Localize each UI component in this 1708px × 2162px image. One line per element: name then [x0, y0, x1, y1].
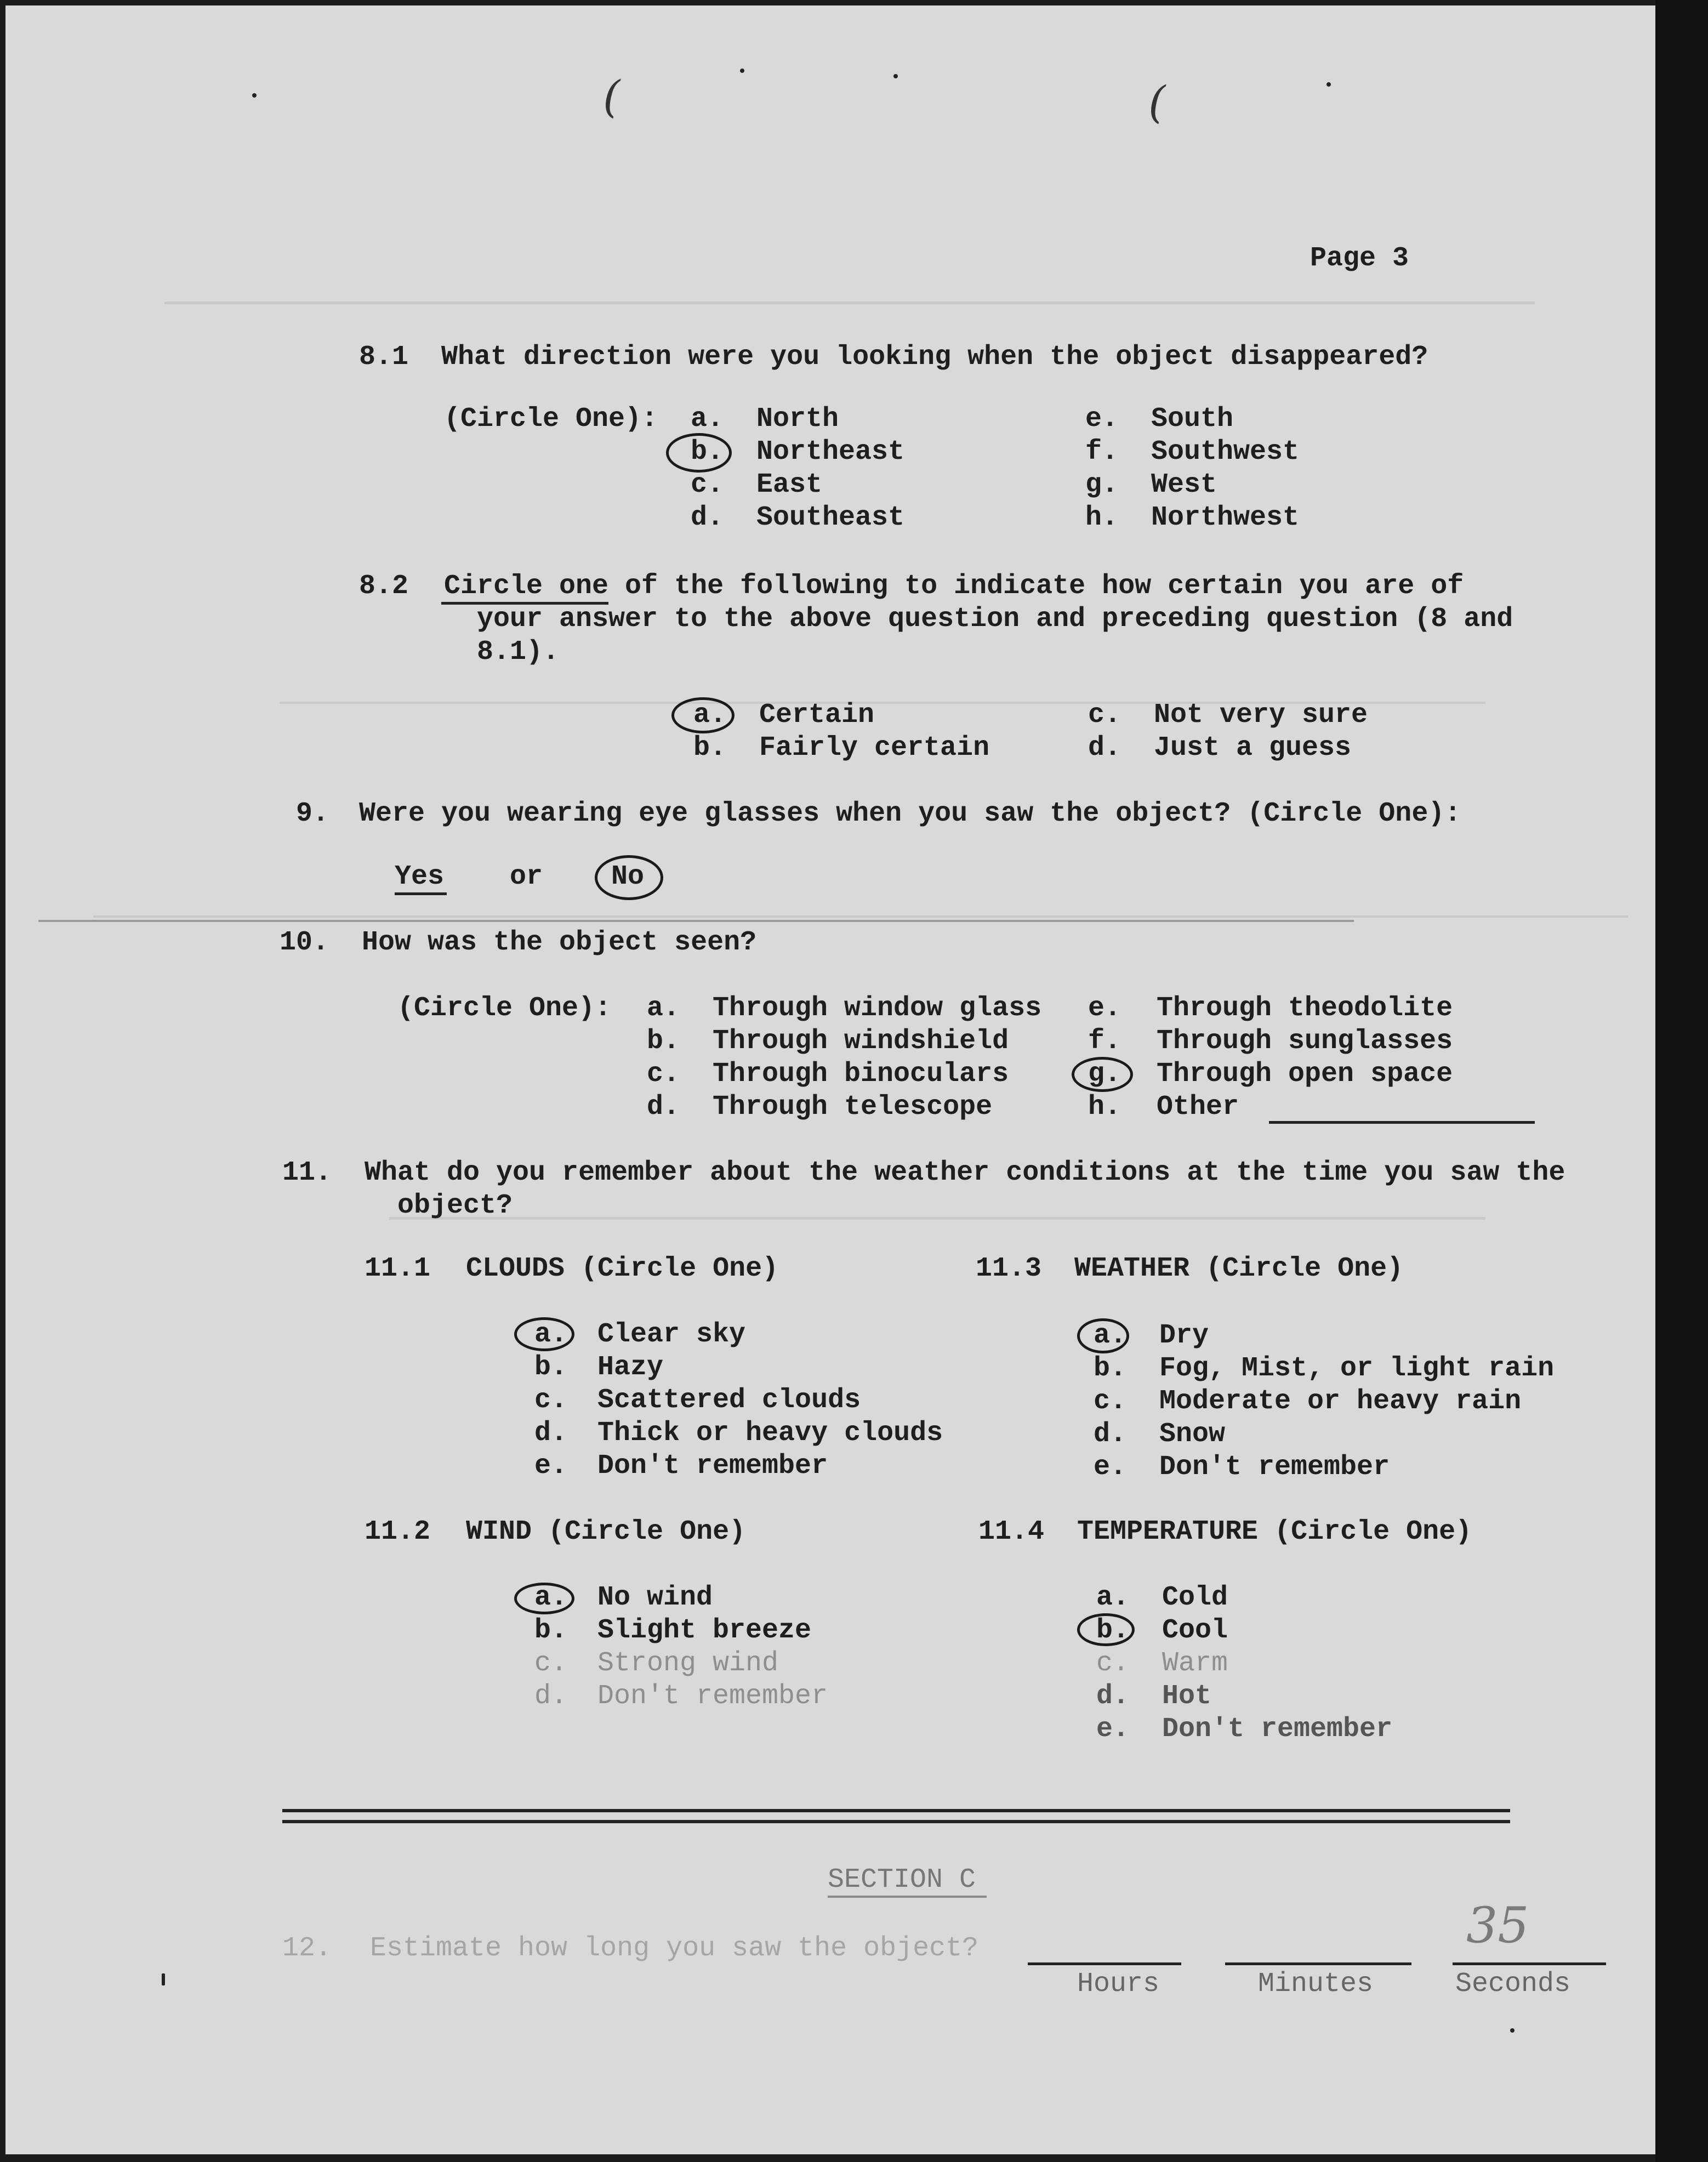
q11-text-line2: object?	[397, 1190, 513, 1221]
q11-number: 11.	[282, 1157, 332, 1188]
q11-3-opt-b-label: Fog, Mist, or light rain	[1159, 1353, 1555, 1384]
q9-no: No	[611, 861, 645, 892]
q10-opt-f-label: Through sunglasses	[1157, 1026, 1453, 1057]
q8-1-opt-c-letter: c.	[691, 469, 724, 500]
scan-edge	[1655, 0, 1708, 2162]
q10-opt-b-label: Through windshield	[713, 1026, 1009, 1057]
q8-1-instruction: (Circle One):	[444, 403, 658, 435]
q10-opt-g-label: Through open space	[1157, 1059, 1453, 1090]
q10-text: How was the object seen?	[362, 927, 757, 958]
q11-text-line1: What do you remember about the weather conditions at the time you saw the	[365, 1157, 1565, 1188]
q11-4-opt-d-letter: d.	[1096, 1681, 1130, 1712]
q11-2-number: 11.2	[365, 1516, 431, 1547]
q11-4-opt-e-label: Don't remember	[1162, 1714, 1393, 1745]
seconds-label: Seconds	[1455, 1968, 1571, 2000]
q8-2-opt-b-label: Fairly certain	[759, 732, 990, 764]
bleed-through-line	[93, 915, 1628, 918]
q11-4-opt-a-letter: a.	[1096, 1582, 1130, 1613]
q8-2-text-line2: your answer to the above question and preceding question (8 and	[477, 604, 1513, 635]
speck	[740, 69, 744, 73]
q12-number: 12.	[282, 1933, 332, 1964]
q8-1-text: What direction were you looking when the object disappeared?	[441, 342, 1428, 373]
q11-4-title: TEMPERATURE (Circle One)	[1077, 1516, 1472, 1547]
minutes-blank-line	[1225, 1962, 1411, 1965]
q8-2-number: 8.2	[359, 571, 409, 602]
q11-1-opt-e-label: Don't remember	[597, 1450, 828, 1482]
bleed-through-line	[164, 301, 1535, 304]
q11-4-opt-c-letter: c.	[1096, 1648, 1130, 1679]
section-c-title: SECTION C	[828, 1864, 976, 1896]
q8-2-text-line3: 8.1).	[477, 636, 560, 668]
q8-1-opt-f-label: Southwest	[1151, 436, 1300, 468]
q8-1-opt-a-label: North	[756, 403, 839, 435]
speck	[1510, 2028, 1515, 2033]
q8-2-opt-c-label: Not very sure	[1154, 699, 1368, 731]
q11-2-title: WIND (Circle One)	[466, 1516, 746, 1547]
q8-2-opt-b-letter: b.	[693, 732, 727, 764]
q10-opt-h-letter: h.	[1088, 1091, 1121, 1123]
q10-opt-h-label: Other	[1157, 1091, 1239, 1123]
q8-1-opt-h-letter: h.	[1085, 502, 1119, 533]
q8-2-opt-d-letter: d.	[1088, 732, 1121, 764]
q11-3-title: WEATHER (Circle One)	[1074, 1253, 1404, 1284]
q8-2-text-line1: Circle one of the following to indicate how certain you are of	[444, 571, 1464, 602]
q10-opt-b-letter: b.	[647, 1026, 680, 1057]
answer-circle-q8-1-b	[666, 433, 732, 473]
q8-1-opt-c-label: East	[756, 469, 823, 500]
q10-opt-c-label: Through binoculars	[713, 1059, 1009, 1090]
answer-circle-q8-2-a	[671, 697, 735, 733]
q11-4-number: 11.4	[978, 1516, 1045, 1547]
q11-2-opt-d-label: Don't remember	[597, 1681, 828, 1712]
q11-3-opt-c-label: Moderate or heavy rain	[1159, 1386, 1522, 1417]
q10-opt-e-letter: e.	[1088, 993, 1121, 1024]
q11-3-opt-b-letter: b.	[1094, 1353, 1127, 1384]
q9-yes: Yes	[395, 861, 445, 892]
q10-opt-f-letter: f.	[1088, 1026, 1121, 1057]
speck	[162, 1973, 165, 1985]
q8-2-opt-c-letter: c.	[1088, 699, 1121, 731]
q8-1-opt-d-letter: d.	[691, 502, 724, 533]
q11-2-opt-c-letter: c.	[534, 1648, 568, 1679]
q8-1-opt-f-letter: f.	[1085, 436, 1119, 468]
q11-3-opt-a-letter: a.	[1094, 1320, 1127, 1351]
q11-1-opt-d-letter: d.	[534, 1418, 568, 1449]
section-divider-top	[282, 1809, 1510, 1812]
page-number: Page 3	[1310, 243, 1409, 274]
section-c-underline	[828, 1896, 987, 1898]
q11-2-opt-b-letter: b.	[534, 1615, 568, 1646]
scan-artifact-line	[38, 920, 1354, 922]
q10-opt-d-label: Through telescope	[713, 1091, 993, 1123]
q11-3-opt-c-letter: c.	[1094, 1386, 1127, 1417]
minutes-label: Minutes	[1258, 1968, 1374, 2000]
q11-1-opt-b-label: Hazy	[597, 1352, 664, 1383]
q9-number: 9.	[296, 798, 329, 829]
hours-label: Hours	[1077, 1968, 1160, 2000]
q10-instruction: (Circle One):	[397, 993, 612, 1024]
q8-1-number: 8.1	[359, 342, 409, 373]
q11-1-opt-a-label: Clear sky	[597, 1319, 746, 1350]
answer-circle-q11-3-a	[1077, 1318, 1129, 1353]
answer-circle-q11-1-a	[514, 1317, 574, 1351]
q11-3-opt-e-label: Don't remember	[1159, 1452, 1390, 1483]
seconds-blank-line	[1453, 1962, 1606, 1965]
q8-1-opt-e-label: South	[1151, 403, 1234, 435]
q11-3-opt-d-letter: d.	[1094, 1419, 1127, 1450]
form-page	[5, 5, 1655, 2154]
q8-1-opt-b-label: Northeast	[756, 436, 905, 468]
q10-number: 10.	[280, 927, 329, 958]
q11-1-opt-b-letter: b.	[534, 1352, 568, 1383]
q11-1-opt-e-letter: e.	[534, 1450, 568, 1482]
answer-circle-q9-no	[595, 855, 663, 900]
q11-1-number: 11.1	[365, 1253, 431, 1284]
q11-2-opt-c-label: Strong wind	[597, 1648, 779, 1679]
speck	[1326, 82, 1331, 87]
q11-3-opt-d-label: Snow	[1159, 1419, 1226, 1450]
q12-text: Estimate how long you saw the object?	[370, 1933, 979, 1964]
q10-opt-e-label: Through theodolite	[1157, 993, 1453, 1024]
q10-opt-a-label: Through window glass	[713, 993, 1042, 1024]
answer-circle-q11-2-a	[514, 1583, 574, 1614]
q11-4-opt-d-label: Hot	[1162, 1681, 1212, 1712]
hours-blank-line	[1028, 1962, 1181, 1965]
speck	[893, 74, 898, 78]
answer-circle-q11-4-b	[1077, 1613, 1135, 1646]
q10-opt-a-letter: a.	[647, 993, 680, 1024]
q11-3-number: 11.3	[976, 1253, 1042, 1284]
q8-2-opt-d-label: Just a guess	[1154, 732, 1352, 764]
q11-1-opt-d-label: Thick or heavy clouds	[597, 1418, 943, 1449]
other-blank-line	[1269, 1121, 1535, 1124]
underline-yes	[395, 892, 447, 895]
q11-1-opt-c-label: Scattered clouds	[597, 1385, 861, 1416]
q10-opt-c-letter: c.	[647, 1059, 680, 1090]
speck	[252, 93, 257, 98]
q11-2-opt-b-label: Slight breeze	[597, 1615, 812, 1646]
q11-4-opt-b-label: Cool	[1162, 1615, 1228, 1646]
q11-1-opt-c-letter: c.	[534, 1385, 568, 1416]
q11-1-title: CLOUDS (Circle One)	[466, 1253, 779, 1284]
seconds-handwritten-value: 35	[1466, 1897, 1529, 1954]
q8-1-opt-e-letter: e.	[1085, 403, 1119, 435]
q8-1-opt-d-label: Southeast	[756, 502, 905, 533]
q8-2-opt-a-label: Certain	[759, 699, 875, 731]
q11-2-opt-a-label: No wind	[597, 1582, 713, 1613]
q11-3-opt-a-label: Dry	[1159, 1320, 1209, 1351]
q8-1-opt-b-letter: b.	[691, 436, 724, 468]
q11-4-opt-e-letter: e.	[1096, 1714, 1130, 1745]
q10-opt-d-letter: d.	[647, 1091, 680, 1123]
q10-opt-g-letter: g.	[1088, 1059, 1121, 1090]
q11-4-opt-a-label: Cold	[1162, 1582, 1228, 1613]
section-divider-bottom	[282, 1820, 1510, 1823]
q9-or: or	[510, 861, 543, 892]
q11-3-opt-e-letter: e.	[1094, 1452, 1127, 1483]
q11-2-opt-a-letter: a.	[534, 1582, 568, 1613]
q8-1-opt-g-letter: g.	[1085, 469, 1119, 500]
q9-text: Were you wearing eye glasses when you saw the object? (Circle One):	[359, 798, 1461, 829]
q8-1-opt-h-label: Northwest	[1151, 502, 1300, 533]
q11-1-opt-a-letter: a.	[534, 1319, 568, 1350]
q11-4-opt-c-label: Warm	[1162, 1648, 1228, 1679]
q8-2-opt-a-letter: a.	[693, 699, 727, 731]
bleed-through-line	[389, 1217, 1485, 1220]
q11-4-opt-b-letter: b.	[1096, 1615, 1130, 1646]
q8-1-opt-g-label: West	[1151, 469, 1217, 500]
q8-1-opt-a-letter: a.	[691, 403, 724, 435]
q11-2-opt-d-letter: d.	[534, 1681, 568, 1712]
binder-hole-mark-left: (	[603, 71, 620, 122]
binder-hole-mark-right: (	[1148, 77, 1166, 128]
answer-circle-q10-g	[1072, 1057, 1133, 1092]
